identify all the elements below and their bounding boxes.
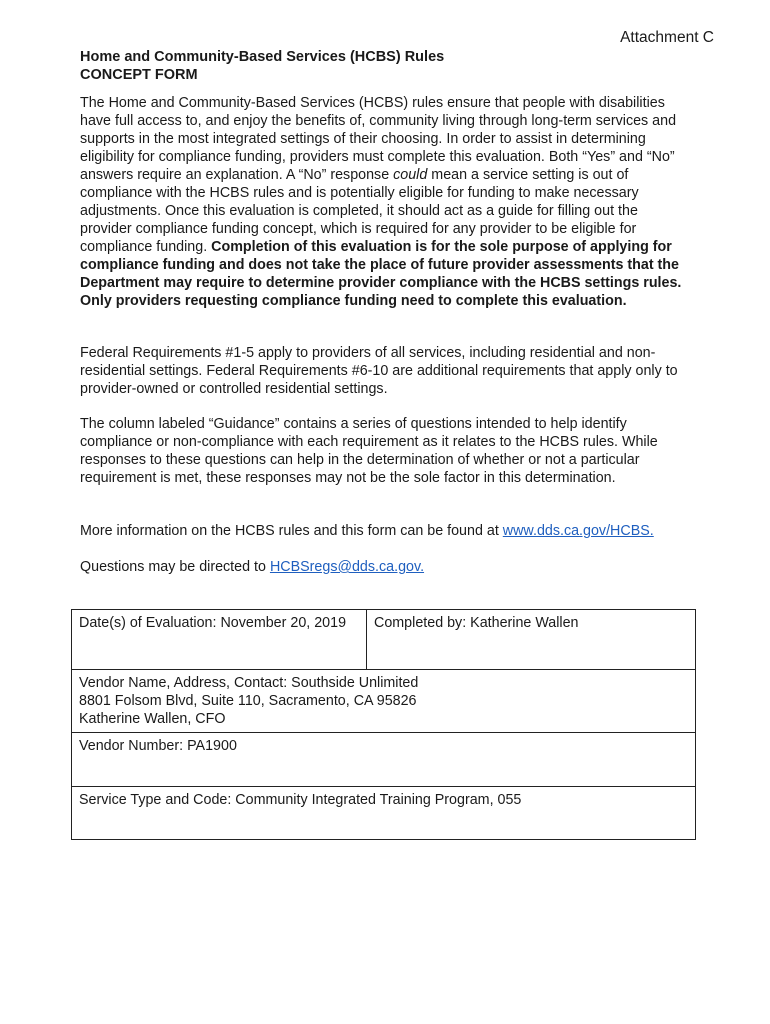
table-row	[72, 670, 696, 733]
table-row	[72, 733, 696, 787]
intro-bold-statement: Completion of this evaluation is for the sole purpose of applying for compliance funding and does not take the place of future provider assessments that the Department may require to determine provider compliance with the HCBS settings rules. Only providers requesting compliance funding need to complete this evaluation.	[80, 239, 682, 309]
intro-italic-could: could	[393, 167, 428, 183]
intro-text-part-1: The Home and Community-Based Services (HCBS) rules ensure that people with disabilities have full access to, and enjoy the benefits of, community living through long-term services and supports in the most integrated settings of their choosing. In order to assist in determining eligibility for compliance funding, providers must complete this evaluation. Both “Yes” and “No” answers require an explanation. A “No” response	[80, 95, 677, 183]
title-line-2: CONCEPT FORM	[80, 67, 198, 83]
vendor-info-cell	[72, 670, 696, 733]
federal-requirements-paragraph: Federal Requirements #1-5 apply to providers of all services, including residential and non-residential settings. Federal Requirements #6-10 are additional requirements that apply only to provider-owned or controlled residential settings.	[80, 345, 678, 397]
table-row	[72, 787, 696, 840]
more-info-text: More information on the HCBS rules and this form can be found at	[80, 523, 503, 539]
intro-paragraph	[80, 94, 692, 310]
title-line-1: Home and Community-Based Services (HCBS) Rules	[80, 49, 445, 65]
evaluation-info-table	[71, 609, 696, 840]
hcbs-email-link[interactable]: HCBSregs@dds.ca.gov.	[269, 559, 425, 575]
vendor-contact-person: Katherine Wallen, CFO	[79, 711, 226, 727]
questions-text: Questions may be directed to	[80, 559, 270, 575]
guidance-paragraph: The column labeled “Guidance” contains a series of questions intended to help identify compliance or non-compliance with each requirement as it relates to the HCBS rules. While responses to these questions can help in the determination of whether or not a particular requirement is met, these responses may not be the sole factor in this determination.	[80, 416, 658, 486]
vendor-name-contact: Vendor Name, Address, Contact: Southside Unlimited	[79, 675, 419, 691]
service-type-cell: Service Type and Code: Community Integrated Training Program, 055	[72, 787, 696, 840]
completed-by-cell: Completed by: Katherine Wallen	[367, 610, 696, 670]
document-title	[80, 48, 444, 84]
vendor-number-cell: Vendor Number: PA1900	[72, 733, 696, 787]
hcbs-website-link[interactable]: www.dds.ca.gov/HCBS.	[502, 523, 654, 539]
intro-text-part-2: mean a service setting is out of compliance with the HCBS rules and is potentially eligible for funding to make necessary adjustments. Once this evaluation is completed, it should act as a guide for filling out the provider compliance funding concept, which is required for any provider to be eligible for compliance funding.	[80, 167, 639, 255]
vendor-address: 8801 Folsom Blvd, Suite 110, Sacramento, CA 95826	[79, 693, 417, 709]
attachment-label: Attachment C	[620, 29, 714, 46]
more-info-paragraph	[80, 522, 692, 540]
date-of-evaluation-cell: Date(s) of Evaluation: November 20, 2019	[72, 610, 367, 670]
questions-paragraph	[80, 558, 692, 576]
table-row	[72, 610, 696, 670]
